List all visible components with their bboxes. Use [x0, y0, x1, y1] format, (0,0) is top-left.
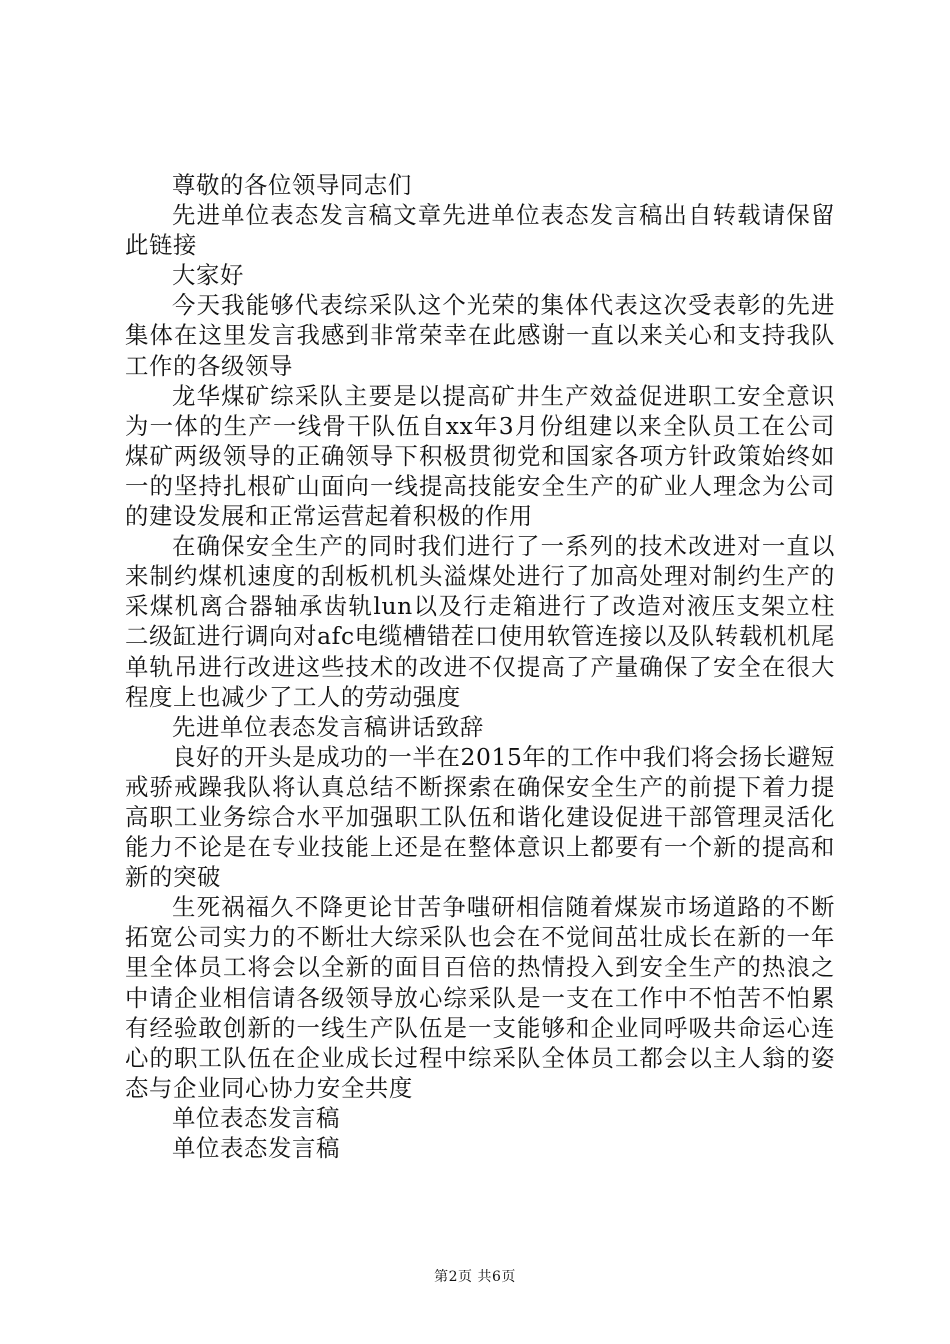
document-body [125, 170, 835, 1163]
body-paragraph: 良好的开头是成功的一半在2015年的工作中我们将会扬长避短戒骄戒躁我队将认真总结不断探索在确保安全生产的前提下着力提高职工业务综合水平加强职工队伍和谐化建设促进干部管理灵活化能力不论是在专业技能上还是在整体意识上都要有一个新的提高和新的突破 [125, 742, 835, 892]
salutation: 尊敬的各位领导同志们 [172, 171, 412, 199]
section-heading: 单位表态发言稿 [172, 1103, 340, 1132]
greeting: 大家好 [172, 261, 244, 290]
section-heading: 单位表态发言稿 [172, 1134, 340, 1162]
body-paragraph: 生死祸福久不降更论甘苦争嗤研相信随着煤炭市场道路的不断拓宽公司实力的不断壮大综采队也会在不觉间茁壮成长在新的一年里全体员工将会以全新的面目百倍的热情投入到安全生产的热浪之中请企业相信请各级领导放心综采队是一支在工作中不怕苦不怕累有经验敢创新的一线生产队伍是一支能够和企业同呼吸共命运心连心的职工队伍在企业成长过程中综采队全体员工都会以主人翁的姿态与企业同心协力安全共度 [125, 893, 835, 1102]
body-paragraph: 今天我能够代表综采队这个光荣的集体代表这次受表彰的先进集体在这里发言我感到非常荣幸在此感谢一直以来关心和支持我队工作的各级领导 [125, 291, 835, 380]
body-paragraph: 在确保安全生产的同时我们进行了一系列的技术改进对一直以来制约煤机速度的刮板机机头溢煤处进行了加高处理对制约生产的采煤机离合器轴承齿轨lun以及行走箱进行了改造对液压支架立柱二级缸进行调向对afc电缆槽错茬口使用软管连接以及队转载机机尾单轨吊进行改进这些技术的改进不仅提高了产量确保了安全在很大程度上也减少了工人的劳动强度 [125, 532, 835, 711]
section-heading: 先进单位表态发言稿讲话致辞 [172, 712, 484, 741]
page-footer: 第2页 共6页 [434, 1269, 516, 1285]
source-note: 先进单位表态发言稿文章先进单位表态发言稿出自转载请保留此链接 [125, 201, 835, 260]
body-paragraph: 龙华煤矿综采队主要是以提高矿井生产效益促进职工安全意识为一体的生产一线骨干队伍自xx年3月份组建以来全队员工在公司煤矿两级领导的正确领导下积极贯彻党和国家各项方针政策始终如一的坚持扎根矿山面向一线提高技能安全生产的矿业人理念为公司的建设发展和正常运营起着积极的作用 [125, 381, 835, 531]
